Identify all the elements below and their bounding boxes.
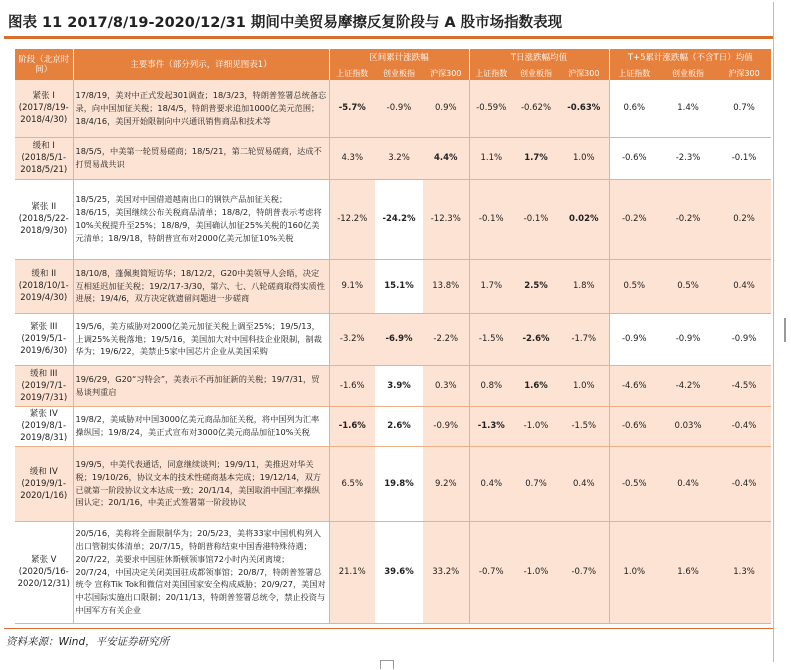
- period-line: 2018/5/21): [20, 165, 68, 175]
- subheader-4: 创业板指: [513, 67, 559, 80]
- value-cell: -24.2%: [375, 179, 423, 259]
- subheader-3: 上证指数: [469, 67, 513, 80]
- table-row: [15, 446, 771, 521]
- value-cell: -0.7%: [469, 521, 513, 623]
- title-bar: [4, 6, 774, 39]
- header-group-t-day: T日涨跌幅均值: [469, 49, 609, 67]
- table-row: [15, 365, 771, 406]
- period-cell: [15, 406, 73, 446]
- event-cell: 18/10/8，蓬佩奥简短访华；18/12/2，G20中美领导人会晤，决定互相延迟加征关税；19/2/17-3/30，第六、七、八轮磋商取得实质性进展；19/4/6，双方决定就遗留问题进一步磋商: [73, 259, 329, 313]
- value-cell: -0.4%: [717, 446, 771, 521]
- value-cell: -4.2%: [659, 365, 717, 406]
- footer-rule: [4, 628, 773, 629]
- value-cell: -0.6%: [609, 137, 659, 179]
- value-cell: 2.5%: [513, 259, 559, 313]
- value-cell: 6.5%: [329, 446, 375, 521]
- value-cell: -0.9%: [375, 80, 423, 137]
- subheader-1: 创业板指: [375, 67, 423, 80]
- value-cell: 1.8%: [559, 259, 609, 313]
- period-cell: [15, 179, 73, 259]
- period-line: 紧张 III: [30, 322, 58, 332]
- value-cell: 3.2%: [375, 137, 423, 179]
- period-line: (2018/5/1-: [21, 153, 67, 163]
- period-line: 2019/6/30): [20, 346, 68, 356]
- period-line: (2020/5/16-: [18, 567, 69, 577]
- value-cell: 1.1%: [469, 137, 513, 179]
- value-cell: 33.2%: [423, 521, 469, 623]
- period-line: (2017/8/19-: [18, 103, 69, 114]
- period-cell: [15, 259, 73, 313]
- right-rule: [773, 2, 774, 662]
- period-line: 2019/4/30): [20, 293, 68, 303]
- header-group-cumulative: 区间累计涨跌幅: [329, 49, 469, 67]
- value-cell: -1.7%: [559, 313, 609, 365]
- value-cell: -0.9%: [659, 313, 717, 365]
- value-cell: -3.2%: [329, 313, 375, 365]
- value-cell: 0.4%: [469, 446, 513, 521]
- value-cell: 0.4%: [659, 446, 717, 521]
- value-cell: -0.62%: [513, 80, 559, 137]
- header-period: 阶段（北京时间）: [15, 49, 73, 80]
- subheader-2: 沪深300: [423, 67, 469, 80]
- table-row: [15, 313, 771, 365]
- period-line: 2019/7/31): [20, 392, 68, 403]
- period-line: (2018/10/1-: [18, 281, 69, 291]
- value-cell: 2.6%: [375, 406, 423, 446]
- value-cell: 13.8%: [423, 259, 469, 313]
- value-cell: 0.7%: [717, 80, 771, 137]
- value-cell: 9.2%: [423, 446, 469, 521]
- period-line: 紧张 V: [30, 555, 57, 565]
- period-line: 2018/4/30): [20, 115, 68, 126]
- value-cell: -1.5%: [559, 406, 609, 446]
- value-cell: 39.6%: [375, 521, 423, 623]
- value-cell: 1.0%: [559, 365, 609, 406]
- value-cell: 0.4%: [717, 259, 771, 313]
- table-row: [15, 80, 771, 137]
- value-cell: -1.6%: [329, 365, 375, 406]
- value-cell: 1.6%: [659, 521, 717, 623]
- value-cell: -0.1%: [513, 179, 559, 259]
- period-line: 缓和 IV: [29, 466, 58, 477]
- period-line: 缓和 II: [31, 269, 57, 279]
- value-cell: 0.2%: [717, 179, 771, 259]
- value-cell: -1.5%: [469, 313, 513, 365]
- value-cell: -0.2%: [659, 179, 717, 259]
- event-cell: 17/8/19，美对中正式发起301调查；18/3/23，特朗普签署总统备忘录，向中国加征关税；18/4/5，特朗普要求追加1000亿美元范围；18/4/16，美国开始限制向中兴通讯销售商品和技术等: [73, 80, 329, 137]
- value-cell: 15.1%: [375, 259, 423, 313]
- page-marker: [380, 660, 394, 669]
- value-cell: 0.02%: [559, 179, 609, 259]
- period-line: 2020/12/31): [17, 579, 70, 589]
- event-cell: 19/9/5，中美代表通话，同意继续谈判；19/9/11，美推迟对华关税；19/10/26，协议文本的技术性磋商基本完成；19/12/14，双方已就第一阶段协议文本达成一致；20/1/14，美国取消中国汇率操纵国认定；20/1/16，中美正式签署第一阶段协议: [73, 446, 329, 521]
- value-cell: -0.2%: [609, 179, 659, 259]
- value-cell: 1.0%: [559, 137, 609, 179]
- value-cell: -1.3%: [469, 406, 513, 446]
- figure-title: 图表 11 2017/8/19-2020/12/31 期间中美贸易摩擦反复阶段与 A 股市场指数表现: [8, 15, 563, 31]
- value-cell: 0.5%: [659, 259, 717, 313]
- value-cell: -0.7%: [559, 521, 609, 623]
- value-cell: 1.7%: [513, 137, 559, 179]
- event-cell: 19/6/29，G20“习特会”，美表示不再加征新的关税；19/7/31，贸易谈判重启: [73, 365, 329, 406]
- event-cell: 20/5/16，美称将全面限制华为；20/5/23，美将33家中国机构列入出口管制实体清单；20/7/15，特朗普称结束中国香港特殊待遇；20/7/22，美要求中国驻休斯顿领事馆72小时内关闭离境；20/7/24，中国决定关闭美国驻成都领事馆；20/8/7，特朗普签署总统令 宣称Tik Tok和微信对美国国家安全构成威胁；20/9/27，美国对中芯国际实施出口限制；20/11/13，特朗普签署总统令，禁止投资与中国军方有关企业: [73, 521, 329, 623]
- value-cell: -0.9%: [609, 313, 659, 365]
- value-cell: -6.9%: [375, 313, 423, 365]
- value-cell: 0.6%: [609, 80, 659, 137]
- table-row: [15, 137, 771, 179]
- value-cell: -5.7%: [329, 80, 375, 137]
- value-cell: 0.4%: [559, 446, 609, 521]
- value-cell: 21.1%: [329, 521, 375, 623]
- value-cell: -2.2%: [423, 313, 469, 365]
- period-line: 紧张 II: [31, 202, 57, 212]
- value-cell: -0.4%: [717, 406, 771, 446]
- scroll-tick: [784, 318, 786, 342]
- period-cell: [15, 521, 73, 623]
- value-cell: -4.5%: [717, 365, 771, 406]
- value-cell: 4.3%: [329, 137, 375, 179]
- value-cell: -0.1%: [469, 179, 513, 259]
- subheader-8: 沪深300: [717, 67, 771, 80]
- value-cell: 0.3%: [423, 365, 469, 406]
- subheader-7: 创业板指: [659, 67, 717, 80]
- event-cell: 18/5/25，美国对中国借道越南出口的钢铁产品加征关税；18/6/15，美国继续公布关税商品清单；18/8/2，特朗普表示考虑将10%关税提升至25%；18/8/9，美国确认加征25%关税的160亿美元清单；18/9/18，特朗普宣布对2000亿美元加征10%关税: [73, 179, 329, 259]
- value-cell: -0.59%: [469, 80, 513, 137]
- value-cell: 1.0%: [609, 521, 659, 623]
- value-cell: 0.03%: [659, 406, 717, 446]
- value-cell: -12.2%: [329, 179, 375, 259]
- value-cell: -0.63%: [559, 80, 609, 137]
- value-cell: 1.7%: [469, 259, 513, 313]
- value-cell: 0.7%: [513, 446, 559, 521]
- period-line: 2020/1/16): [20, 490, 68, 501]
- period-line: 2018/9/30): [20, 226, 68, 236]
- period-line: 2019/8/31): [20, 433, 68, 443]
- period-cell: [15, 446, 73, 521]
- subheader-6: 上证指数: [609, 67, 659, 80]
- table-row: [15, 406, 771, 446]
- period-line: (2018/5/22-: [18, 214, 69, 224]
- value-cell: 19.8%: [375, 446, 423, 521]
- period-cell: [15, 313, 73, 365]
- value-cell: -0.9%: [423, 406, 469, 446]
- table-row: [15, 521, 771, 623]
- event-cell: 19/8/2，美威胁对中国3000亿美元商品加征关税，将中国列为汇率操纵国；19/8/24，美正式宣布对3000亿美元商品加征10%关税: [73, 406, 329, 446]
- header-events: 主要事件（部分列示，详细见图表1）: [73, 49, 329, 80]
- subheader-5: 沪深300: [559, 67, 609, 80]
- value-cell: 0.9%: [423, 80, 469, 137]
- table-row: [15, 259, 771, 313]
- header-group-t5: T+5累计涨跌幅（不含T日）均值: [609, 49, 771, 67]
- period-line: 缓和 III: [30, 368, 58, 379]
- value-cell: 1.4%: [659, 80, 717, 137]
- period-cell: [15, 365, 73, 406]
- value-cell: -0.9%: [717, 313, 771, 365]
- period-cell: [15, 80, 73, 137]
- value-cell: -1.0%: [513, 406, 559, 446]
- value-cell: -2.6%: [513, 313, 559, 365]
- period-line: (2019/8/1-: [21, 421, 67, 431]
- value-cell: -2.3%: [659, 137, 717, 179]
- value-cell: 4.4%: [423, 137, 469, 179]
- period-line: (2019/9/1-: [21, 478, 67, 489]
- value-cell: 1.6%: [513, 365, 559, 406]
- value-cell: 0.5%: [609, 259, 659, 313]
- value-cell: 1.3%: [717, 521, 771, 623]
- period-line: 紧张 I: [32, 91, 55, 102]
- value-cell: 0.8%: [469, 365, 513, 406]
- period-line: (2019/7/1-: [21, 380, 67, 391]
- value-cell: 9.1%: [329, 259, 375, 313]
- event-cell: 18/5/5，中美第一轮贸易磋商；18/5/21，第二轮贸易磋商，达成不打贸易战共识: [73, 137, 329, 179]
- value-cell: -4.6%: [609, 365, 659, 406]
- table-row: [15, 179, 771, 259]
- value-cell: -1.6%: [329, 406, 375, 446]
- period-cell: [15, 137, 73, 179]
- subheader-0: 上证指数: [329, 67, 375, 80]
- period-line: 紧张 IV: [29, 409, 58, 419]
- value-cell: -1.0%: [513, 521, 559, 623]
- source-note: 资料来源：Wind，平安证券研究所: [6, 636, 170, 648]
- value-cell: -0.6%: [609, 406, 659, 446]
- value-cell: -0.1%: [717, 137, 771, 179]
- value-cell: -12.3%: [423, 179, 469, 259]
- period-line: 缓和 I: [32, 141, 55, 151]
- period-line: (2019/5/1-: [21, 334, 67, 344]
- value-cell: 3.9%: [375, 365, 423, 406]
- data-table: [15, 49, 771, 624]
- event-cell: 19/5/6，美方威胁对2000亿美元加征关税上调至25%；19/5/13，上调25%关税落地；19/5/16，美国加大对中国科技企业限制，制裁华为；19/6/22，美禁止5家中国芯片企业从美国采购: [73, 313, 329, 365]
- value-cell: -0.5%: [609, 446, 659, 521]
